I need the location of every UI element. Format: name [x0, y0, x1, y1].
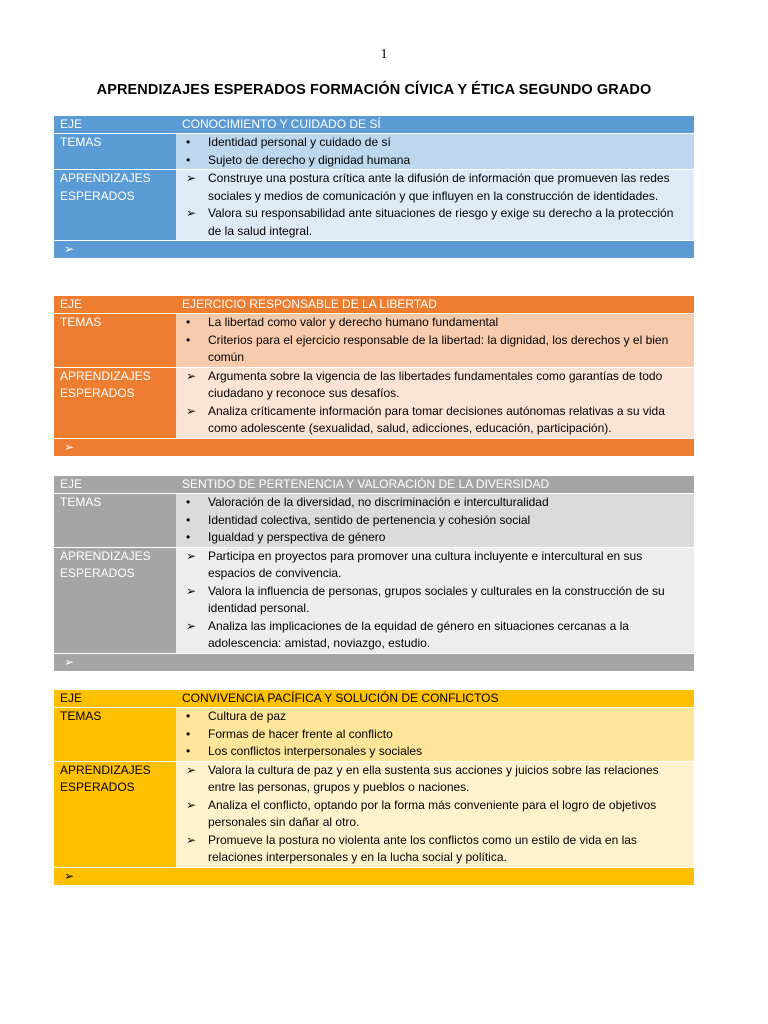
aprendizajes-row [54, 761, 694, 867]
temas-cell [176, 314, 694, 368]
arrow-bullet-icon: ➢ [54, 438, 694, 456]
tema-item: • Formas de hacer frente al conflicto [182, 726, 688, 744]
eje-label: EJE [54, 690, 176, 708]
eje-label: EJE [54, 296, 176, 314]
bullet-icon: • [186, 332, 191, 347]
bullet-icon: • [186, 495, 191, 509]
arrow-bullet-icon: ➢ [186, 368, 197, 383]
aprendizajes-row [54, 547, 694, 653]
footer-row [54, 241, 694, 259]
aprendizajes-cell [176, 761, 694, 867]
eje-table-convivencia [54, 690, 694, 886]
tema-item: • Identidad personal y cuidado de sí [182, 134, 688, 152]
eje-header-row [54, 690, 694, 708]
aprendizaje-item: ➢ Valora la influencia de personas, grupos sociales y culturales en la construcción de su identidad personal. [186, 583, 665, 615]
tema-item: • Valoración de la diversidad, no discriminación e interculturalidad [182, 494, 688, 512]
eje-header-row [54, 476, 694, 494]
temas-cell [176, 708, 694, 762]
eje-table-libertad [54, 296, 694, 457]
eje-table-pertenencia [54, 476, 694, 672]
bullet-icon: • [186, 530, 191, 544]
tema-item: • Identidad colectiva, sentido de pertenencia y cohesión social [182, 512, 688, 530]
aprendizajes-cell [176, 367, 694, 438]
bullet-icon: • [186, 726, 191, 741]
tema-item: • Cultura de paz [182, 708, 688, 726]
temas-label: TEMAS [54, 134, 176, 170]
aprendizajes-label: APRENDIZAJES ESPERADOS [54, 367, 176, 438]
tema-item: • Los conflictos interpersonales y sociales [182, 743, 688, 761]
arrow-bullet-icon: ➢ [54, 653, 694, 671]
bullet-icon: • [186, 315, 191, 329]
footer-row [54, 438, 694, 456]
aprendizaje-item: ➢ Valora la cultura de paz y en ella sustenta sus acciones y juicios sobre las relaciones entre las personas, grupos y pueblos o naciones. [186, 762, 659, 794]
bullet-icon: • [186, 512, 191, 527]
arrow-bullet-icon: ➢ [54, 867, 694, 885]
tema-item: • La libertad como valor y derecho humano fundamental [182, 314, 688, 332]
arrow-bullet-icon: ➢ [186, 171, 197, 185]
arrow-bullet-icon: ➢ [186, 403, 197, 418]
aprendizaje-item: ➢ Participa en proyectos para promover una cultura incluyente e intercultural en sus espacios de convivencia. [186, 548, 643, 580]
bullet-icon: • [186, 135, 191, 149]
tema-item: • Criterios para el ejercicio responsable de la libertad: la dignidad, los derechos y el bien común [186, 332, 669, 364]
aprendizajes-label: APRENDIZAJES ESPERADOS [54, 761, 176, 867]
aprendizaje-item: ➢ Analiza el conflicto, optando por la forma más conveniente para el logro de objetivos personales sin dañar al otro. [186, 797, 657, 829]
eje-table-conocimiento [54, 116, 694, 259]
page-number: 1 [380, 47, 388, 62]
footer-row [54, 867, 694, 885]
tema-item: • Sujeto de derecho y dignidad humana [182, 152, 688, 170]
temas-row [54, 134, 694, 170]
footer-row [54, 653, 694, 671]
aprendizajes-label: APRENDIZAJES ESPERADOS [54, 547, 176, 653]
temas-row [54, 494, 694, 548]
temas-label: TEMAS [54, 494, 176, 548]
aprendizajes-label: APRENDIZAJES ESPERADOS [54, 170, 176, 241]
aprendizaje-item: ➢ Analiza críticamente información para tomar decisiones autónomas relativas a su vida como adolescente (sexualidad, salud, adicciones, educación, participación). [186, 403, 665, 435]
temas-row [54, 314, 694, 368]
eje-title: SENTIDO DE PERTENENCIA Y VALORACIÓN DE LA DIVERSIDAD [176, 476, 694, 494]
eje-label: EJE [54, 476, 176, 494]
eje-label: EJE [54, 116, 176, 134]
eje-title: CONVIVENCIA PACÍFICA Y SOLUCIÓN DE CONFLICTOS [176, 690, 694, 708]
bullet-icon: • [186, 152, 191, 167]
temas-label: TEMAS [54, 708, 176, 762]
eje-title: CONOCIMIENTO Y CUIDADO DE SÍ [176, 116, 694, 134]
aprendizajes-row [54, 170, 694, 241]
arrow-bullet-icon: ➢ [186, 618, 197, 633]
aprendizaje-item: ➢ Promueve la postura no violenta ante los conflictos como un estilo de vida en las relaciones interpersonales y en la lucha social y política. [186, 832, 637, 864]
eje-header-row [54, 296, 694, 314]
bullet-icon: • [186, 744, 191, 758]
aprendizaje-item: ➢ Analiza las implicaciones de la equidad de género en situaciones cercanas a la adolescencia: amistad, noviazgo, estudio. [186, 618, 629, 650]
eje-title: EJERCICIO RESPONSABLE DE LA LIBERTAD [176, 296, 694, 314]
arrow-bullet-icon: ➢ [186, 206, 197, 220]
aprendizaje-item: ➢ Argumenta sobre la vigencia de las libertades fundamentales como garantías de todo ciudadano y reconoce sus desafíos. [186, 368, 663, 400]
bullet-icon: • [186, 709, 191, 723]
aprendizajes-cell [176, 170, 694, 241]
eje-header-row [54, 116, 694, 134]
temas-cell [176, 494, 694, 548]
page-title: APRENDIZAJES ESPERADOS FORMACIÓN CÍVICA Y ÉTICA SEGUNDO GRADO [96, 82, 652, 98]
arrow-bullet-icon: ➢ [186, 762, 197, 777]
arrow-bullet-icon: ➢ [54, 241, 694, 259]
aprendizaje-item: ➢ Valora su responsabilidad ante situaciones de riesgo y exige su derecho a la protección de la salud integral. [186, 206, 674, 238]
aprendizajes-cell [176, 547, 694, 653]
temas-cell [176, 134, 694, 170]
temas-row [54, 708, 694, 762]
aprendizajes-row [54, 367, 694, 438]
arrow-bullet-icon: ➢ [186, 548, 197, 563]
arrow-bullet-icon: ➢ [186, 832, 197, 847]
tema-item: • Igualdad y perspectiva de género [182, 529, 688, 547]
aprendizaje-item: ➢ Construye una postura crítica ante la difusión de información que promueven las redes sociales y medios de comunicación y que influyen en la construcción de identidades. [186, 171, 670, 203]
temas-label: TEMAS [54, 314, 176, 368]
arrow-bullet-icon: ➢ [186, 797, 197, 812]
arrow-bullet-icon: ➢ [186, 583, 197, 598]
